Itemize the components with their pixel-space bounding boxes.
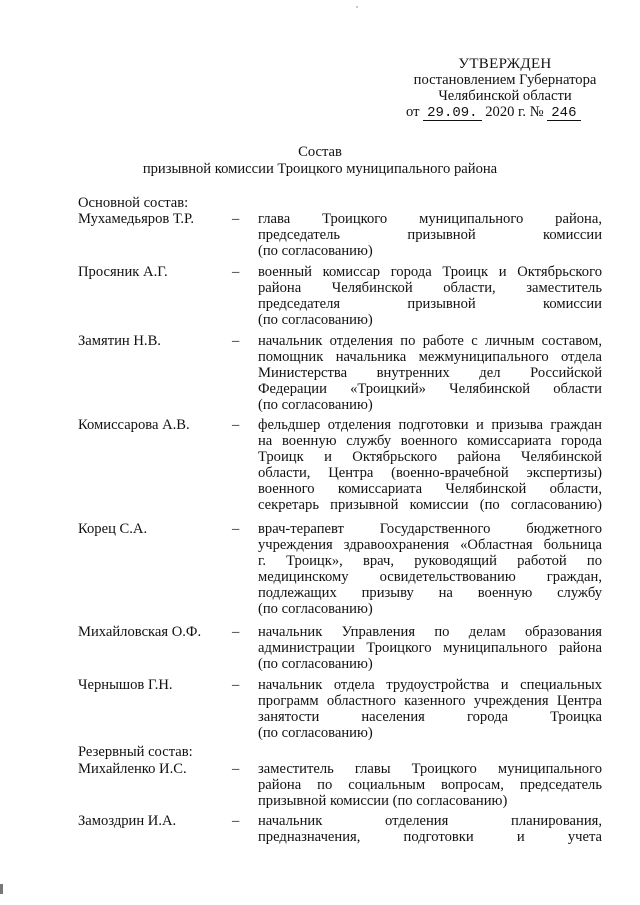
member-dash: – — [232, 813, 240, 829]
position-line: занятости населения города Троицка — [258, 709, 602, 725]
member-position — [258, 624, 602, 672]
member-dash: – — [232, 417, 240, 433]
member-dash: – — [232, 211, 240, 227]
position-line: г. Троицк», врач, руководящий работой по — [258, 553, 602, 569]
position-line: (по согласованию) — [258, 725, 373, 741]
heading-line-1: Состав — [298, 144, 342, 160]
date-prefix: от — [406, 104, 420, 120]
member-name: Чернышов Г.Н. — [78, 677, 173, 693]
position-line: председателя призывной комиссии — [258, 296, 602, 312]
position-line: медицинскому освидетельствованию граждан, — [258, 569, 602, 585]
member-name: Комиссарова А.В. — [78, 417, 190, 433]
member-position — [258, 813, 602, 845]
member-name: Просяник А.Г. — [78, 264, 168, 280]
approval-date-line — [400, 104, 610, 120]
heading-line-2: призывной комиссии Троицкого муниципального района — [142, 161, 498, 177]
position-line: Министерства внутренних дел Российской — [258, 365, 602, 381]
reserve-section-label: Резервный состав: — [78, 744, 193, 760]
member-position — [258, 211, 602, 259]
position-line: начальник Управления по делам образования — [258, 624, 602, 640]
member-position — [258, 417, 602, 513]
position-line: администрации Троицкого муниципального района — [258, 640, 602, 656]
scan-dot — [356, 6, 358, 8]
member-name: Замятин Н.В. — [78, 333, 161, 349]
position-line: (по согласованию) — [258, 397, 373, 413]
member-dash: – — [232, 264, 240, 280]
approval-title: УТВЕРЖДЕН — [458, 56, 552, 72]
document-heading — [0, 144, 640, 178]
member-dash: – — [232, 624, 240, 640]
position-line: призывной комиссии (по согласованию) — [258, 793, 508, 809]
member-position — [258, 761, 602, 809]
position-line: военного комиссариата Челябинской области, — [258, 481, 602, 497]
position-line: подлежащих призыву на военную службу — [258, 585, 602, 601]
position-line: учреждения здравоохранения «Областная больница — [258, 537, 602, 553]
position-line: района по социальным вопросам, председатель — [258, 777, 602, 793]
position-line: председатель призывной комиссии — [258, 227, 602, 243]
position-line: заместитель главы Троицкого муниципального — [258, 761, 602, 777]
approval-number: 246 — [547, 106, 580, 121]
member-dash: – — [232, 333, 240, 349]
position-line: военный комиссар города Троицк и Октябрьского — [258, 264, 602, 280]
position-line: помощник начальника межмуниципального отдела — [258, 349, 602, 365]
approval-line-2: постановлением Губернатора — [413, 72, 597, 88]
position-line: фельдшер отделения подготовки и призыва граждан — [258, 417, 602, 433]
position-line: секретарь призывной комиссии (по согласованию) — [258, 497, 602, 513]
position-line: области, Центра (военно-врачебной экспертизы) — [258, 465, 602, 481]
position-line: на военную службу военного комиссариата города — [258, 433, 602, 449]
position-line: (по согласованию) — [258, 243, 373, 259]
member-position — [258, 264, 602, 328]
position-line: (по согласованию) — [258, 601, 373, 617]
position-line: (по согласованию) — [258, 312, 373, 328]
member-name: Мухамедьяров Т.Р. — [78, 211, 194, 227]
member-dash: – — [232, 521, 240, 537]
member-name: Замоздрин И.А. — [78, 813, 177, 829]
member-dash: – — [232, 677, 240, 693]
position-line: начальник отделения планирования, — [258, 813, 602, 829]
position-line: района Челябинской области, заместитель — [258, 280, 602, 296]
position-line: начальник отдела трудоустройства и специальных — [258, 677, 602, 693]
position-line: глава Троицкого муниципального района, — [258, 211, 602, 227]
position-line: начальник отделения по работе с личным составом, — [258, 333, 602, 349]
position-line: Федерации «Троицкий» Челябинской области — [258, 381, 602, 397]
position-line: врач-терапевт Государственного бюджетного — [258, 521, 602, 537]
position-line: программ областного казенного учреждения Центра — [258, 693, 602, 709]
main-section-label: Основной состав: — [78, 195, 189, 211]
approval-year: 2020 г. № — [485, 104, 544, 120]
position-line: Троицк и Октябрьского района Челябинской — [258, 449, 602, 465]
approval-line-3: Челябинской области — [438, 88, 572, 104]
member-name: Михайловская О.Ф. — [78, 624, 202, 640]
position-line: (по согласованию) — [258, 656, 373, 672]
member-name: Михайленко И.С. — [78, 761, 187, 777]
member-name: Корец С.А. — [78, 521, 148, 537]
approval-block — [400, 56, 610, 120]
scan-edge-mark — [0, 884, 3, 894]
member-position — [258, 521, 602, 617]
member-dash: – — [232, 761, 240, 777]
position-line: предназначения, подготовки и учета — [258, 829, 602, 845]
member-position — [258, 677, 602, 741]
approval-date: 29.09. — [423, 106, 481, 121]
member-position — [258, 333, 602, 413]
